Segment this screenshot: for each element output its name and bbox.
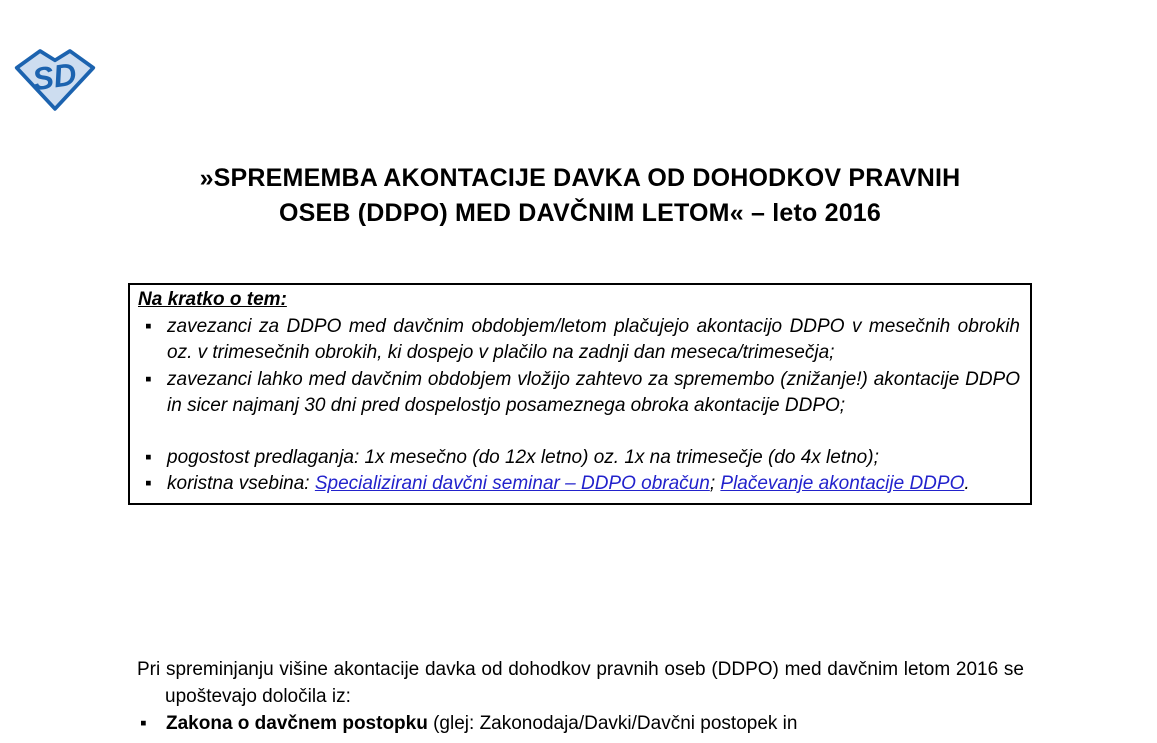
- title-line-2: OSEB (DDPO) MED DAVČNIM LETOM« – leto 2016: [278, 199, 881, 227]
- summary-box: [128, 283, 1032, 505]
- summary-bullet-4-separator: ;: [709, 473, 721, 494]
- summary-bullet-2: [138, 367, 1020, 420]
- bullet-square-icon: ▪: [145, 446, 152, 468]
- logo-letters: SD: [30, 55, 79, 98]
- body-bullet-1-bold: Zakona o davčnem postopku: [166, 713, 428, 734]
- summary-bullet-1: [138, 314, 1020, 367]
- summary-bullet-4-prefix: koristna vsebina:: [167, 473, 315, 494]
- summary-bullet-2-text: zavezanci lahko med davčnim obdobjem vložijo zahtevo za spremembo (znižanje!) akontacije DDPO in sicer najmanj 30 dni pred dospelostjo posameznega obroka akontacije DDPO;: [167, 368, 1020, 416]
- summary-heading: Na kratko o tem:: [138, 289, 287, 310]
- sd-shield-logo-icon: [13, 45, 97, 113]
- summary-bullet-4-suffix: .: [964, 473, 970, 494]
- summary-bullet-3: [138, 445, 1020, 472]
- bullet-square-icon: ▪: [145, 368, 152, 390]
- body-text: [137, 656, 1024, 737]
- blank-line: [138, 420, 1020, 445]
- body-intro-paragraph: Pri spreminjanju višine akontacije davka od dohodkov pravnih oseb (DDPO) med davčnim letom 2016 se upoštevajo določila iz:: [137, 659, 1024, 707]
- summary-bullet-1-text: zavezanci za DDPO med davčnim obdobjem/letom plačujejo akontacijo DDPO v mesečnih obrokih oz. v trimesečnih obrokih, ki dospejo v plačilo na zadnji dan meseca/trimesečja;: [167, 315, 1020, 363]
- bullet-square-icon: ▪: [145, 315, 152, 337]
- document-title: [128, 161, 1032, 231]
- bullet-square-icon: ▪: [140, 713, 147, 734]
- bullet-square-icon: ▪: [145, 473, 152, 494]
- body-bullet-1-rest: (glej: Zakonodaja/Davki/Davčni postopek in: [427, 713, 798, 734]
- title-line-1: »SPREMEMBA AKONTACIJE DAVKA OD DOHODKOV PRAVNIH: [199, 164, 961, 192]
- body-bullet-1: [137, 710, 1024, 737]
- link-placevanje-akontacije-ddpo[interactable]: Plačevanje akontacije DDPO: [720, 473, 965, 494]
- link-specializirani-davcni-seminar[interactable]: Specializirani davčni seminar – DDPO obračun: [314, 473, 710, 494]
- summary-bullet-4: [138, 471, 1020, 498]
- company-logo: [13, 45, 97, 113]
- summary-bullet-3-text: pogostost predlaganja: 1x mesečno (do 12x letno) oz. 1x na trimesečje (do 4x letno);: [167, 446, 879, 468]
